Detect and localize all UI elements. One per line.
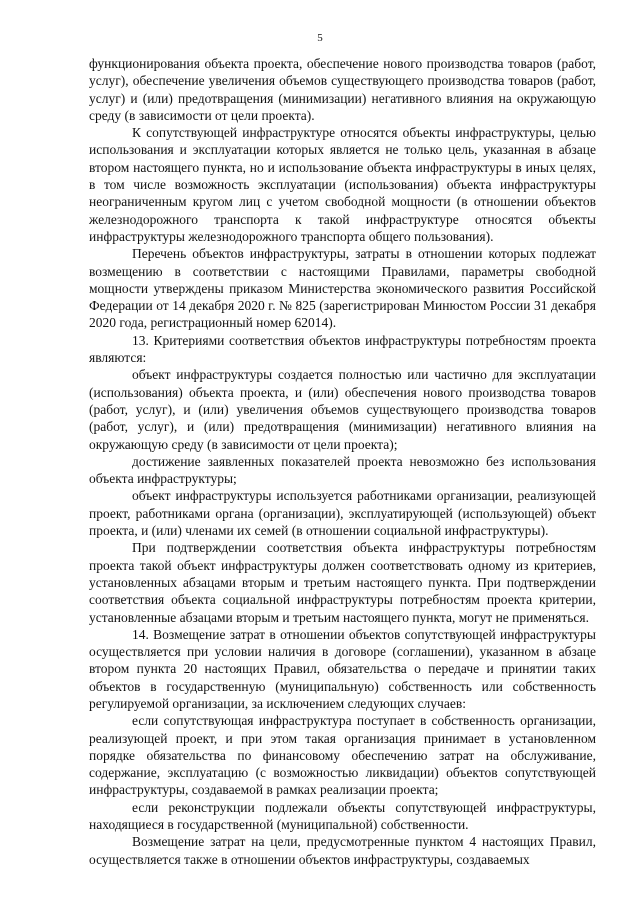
paragraph: 13. Критериями соответствия объектов инфраструктуры потребностям проекта являются:	[89, 332, 596, 366]
paragraph: К сопутствующей инфраструктуре относятся объекты инфраструктуры, целью использования и эксплуатации которых является не только цель, указанная в абзаце втором настоящего пункта, но и использование объекта инфраструктуры в иных целях, в том числе возможность эксплуатации (использования) объекта инфраструктуры неограниченным кругом лиц с учетом свободной мощности (в отношении объектов железнодорожного транспорта к такой инфраструктуре относятся объекты инфраструктуры железнодорожного транспорта общего пользования).	[89, 125, 596, 244]
paragraph: если реконструкции подлежали объекты сопутствующей инфраструктуры, находящиеся в государственной (муниципальной) собственности.	[89, 799, 596, 833]
paragraph: При подтверждении соответствия объекта инфраструктуры потребностям проекта такой объект инфраструктуры должен соответствовать одному из критериев, установленных абзацами вторым и третьим настоящего пункта. При подтверждении соответствия объекта социальной инфраструктуры потребностям проекта критерии, установленные абзацами вторым и третьим настоящего пункта, могут не применяться.	[89, 540, 596, 625]
paragraph: Возмещение затрат на цели, предусмотренные пунктом 4 настоящих Правил, осуществляется также в отношении объектов инфраструктуры, создаваемых	[89, 834, 596, 867]
paragraph: Перечень объектов инфраструктуры, затраты в отношении которых подлежат возмещению в соответствии с настоящими Правилами, параметры свободной мощности утверждены приказом Министерства экономического развития Российской Федерации от 14 декабря 2020 г. № 825 (зарегистрирован Минюстом России 31 декабря 2020 года, регистрационный номер 62014).	[89, 246, 596, 331]
paragraph: достижение заявленных показателей проекта невозможно без использования объекта инфраструктуры;	[89, 453, 596, 487]
paragraph: объект инфраструктуры используется работниками организации, реализующей проект, работниками органа (организации), эксплуатирующей (использующей) объект проекта, и (или) членами их семей (в отношении социальной инфраструктуры).	[89, 488, 596, 539]
page-number: 5	[317, 32, 323, 44]
paragraph: объект инфраструктуры создается полностью или частично для эксплуатации (использования) объекта проекта, и (или) обеспечения нового производства товаров (работ, услуг), и (или) увеличения объемов существующего производства товаров (работ, услуг), и (или) предотвращения (минимизации) негативного влияния на окружающую среду (в зависимости от цели проекта);	[89, 367, 596, 452]
paragraph: 14. Возмещение затрат в отношении объектов сопутствующей инфраструктуры осуществляется при условии наличия в договоре (соглашении), указанном в абзаце втором пункта 20 настоящих Правил, обязательства о передаче и принятии таких объектов в государственную (муниципальную) собственность или собственность регулируемой организации, за исключением следующих случаев:	[89, 626, 596, 711]
document-body	[89, 55, 596, 868]
paragraph: если сопутствующая инфраструктура поступает в собственность организации, реализующей проект, и при этом такая организация принимает в установленном порядке обязательства по финансовому обеспечению затрат на обслуживание, содержание, эксплуатацию (с возможностью ликвидации) объектов сопутствующей инфраструктуры, создаваемой в рамках реализации проекта;	[89, 713, 596, 798]
paragraph: функционирования объекта проекта, обеспечение нового производства товаров (работ, услуг), обеспечение увеличения объемов существующего производства товаров (работ, услуг) и (или) предотвращения (минимизации) негативного влияния на окружающую среду (в зависимости от цели проекта).	[89, 56, 596, 123]
